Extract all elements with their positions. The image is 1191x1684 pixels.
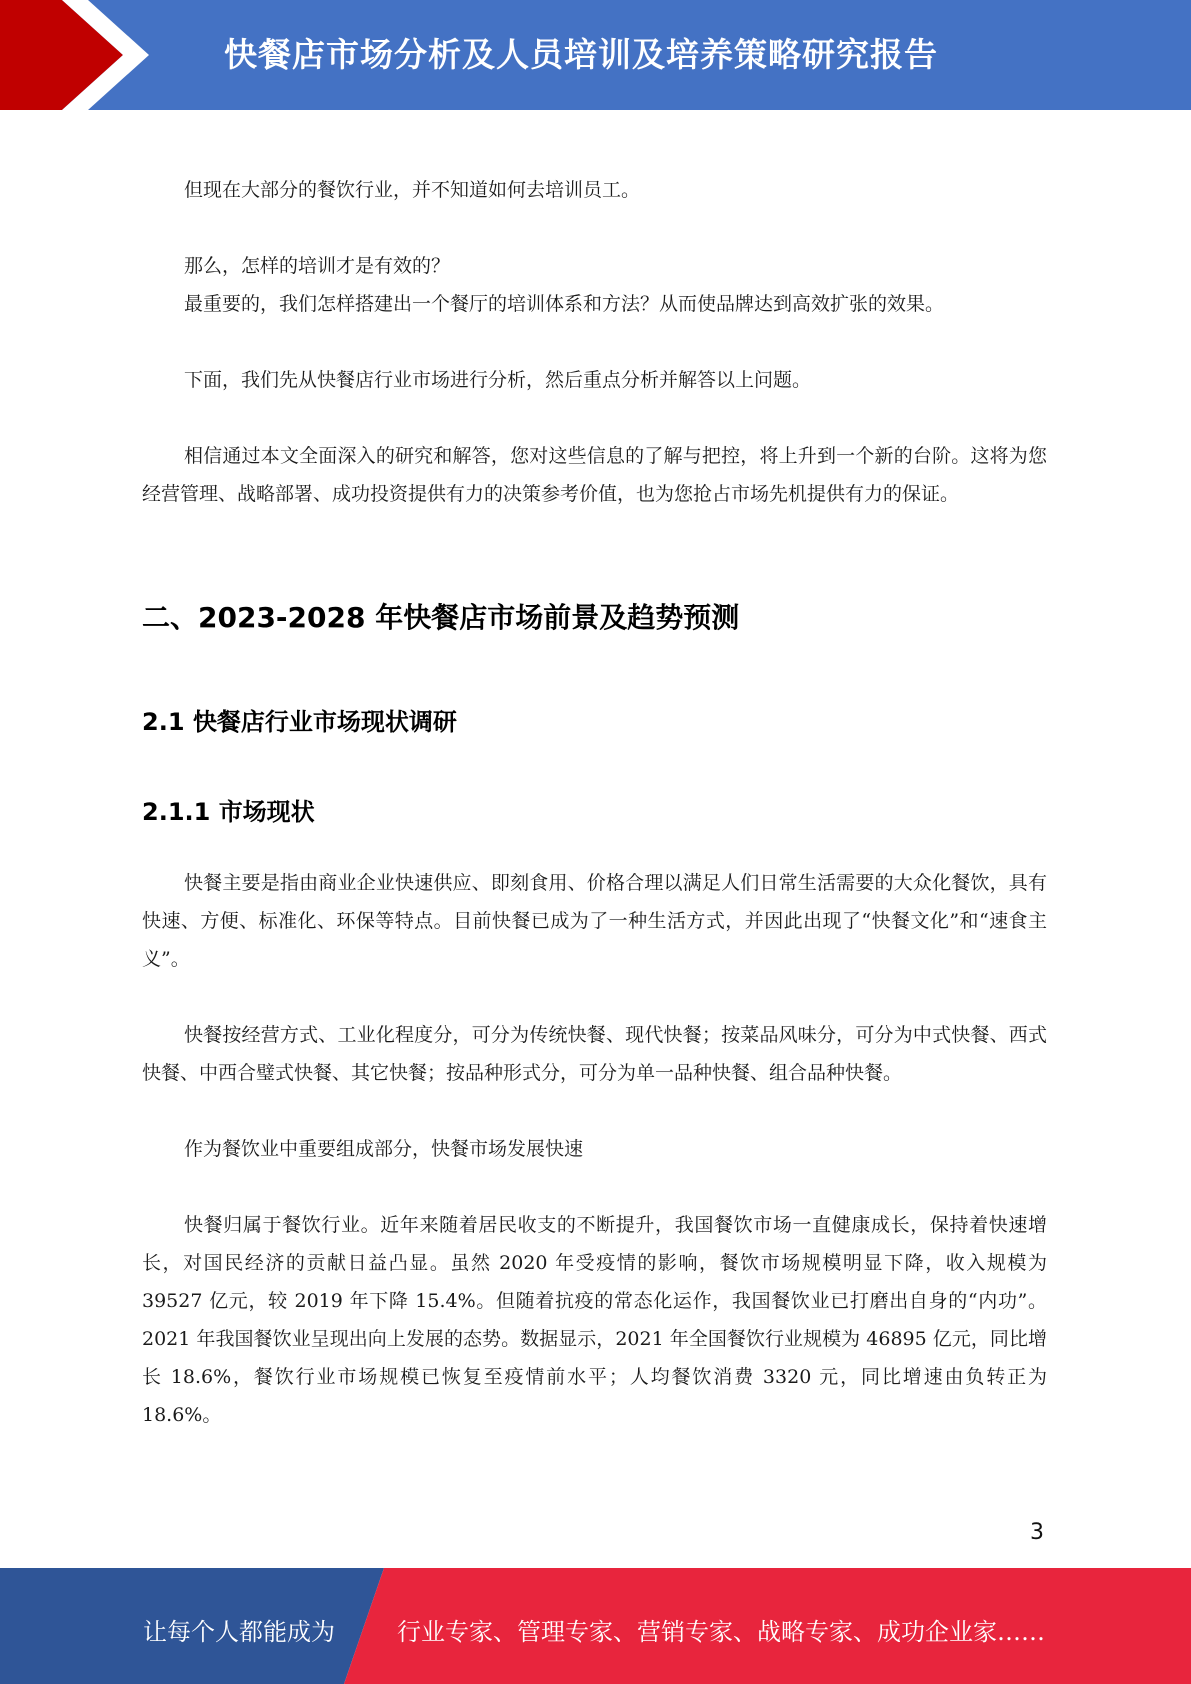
body-paragraph: 快餐按经营方式、工业化程度分，可分为传统快餐、现代快餐；按菜品风味分，可分为中式快餐、西式快餐、中西合璧式快餐、其它快餐；按品种形式分，可分为单一品种快餐、组合品种快餐。 xyxy=(142,1024,1047,1084)
intro-paragraph: 相信通过本文全面深入的研究和解答，您对这些信息的了解与把控，将上升到一个新的台阶。这将为您经营管理、战略部署、成功投资提供有力的决策参考价值，也为您抢占市场先机提供有力的保证。 xyxy=(142,445,1047,505)
report-title: 快餐店市场分析及人员培训及培养策略研究报告 xyxy=(224,35,938,74)
market-status-section xyxy=(142,864,1047,1434)
subsubsection-heading: 2.1.1 市场现状 xyxy=(142,798,315,826)
footer-slogan-left: 让每个人都能成为 xyxy=(143,1618,335,1646)
page-footer xyxy=(0,1568,1191,1684)
intro-paragraph: 那么，怎样的培训才是有效的？ xyxy=(184,255,451,277)
footer-slogan-right: 行业专家、管理专家、营销专家、战略专家、成功企业家…… xyxy=(397,1618,1045,1646)
subsection-heading: 2.1 快餐店行业市场现状调研 xyxy=(142,708,457,736)
section-heading: 二、2023-2028 年快餐店市场前景及趋势预测 xyxy=(142,601,740,634)
page-header xyxy=(0,0,1191,110)
intro-paragraph: 但现在大部分的餐饮行业，并不知道如何去培训员工。 xyxy=(184,179,641,201)
intro-paragraph: 下面，我们先从快餐店行业市场进行分析，然后重点分析并解答以上问题。 xyxy=(184,369,812,391)
intro-section xyxy=(142,171,1047,513)
body-paragraph: 快餐归属于餐饮行业。近年来随着居民收支的不断提升，我国餐饮市场一直健康成长，保持着快速增长，对国民经济的贡献日益凸显。虽然 2020 年受疫情的影响，餐饮市场规模明显下降，收入规模为 39527 亿元，较 2019 年下降 15.4%。但随着抗疫的常态化运作，我国餐饮业已打磨出自身的“内功”。2021 年我国餐饮业呈现出向上发展的态势。数据显示，2021 年全国餐饮行业规模为 46895 亿元，同比增长 18.6%，餐饮行业市场规模已恢复至疫情前水平；人均餐饮消费 3320 元，同比增速由负转正为 18.6%。 xyxy=(142,1214,1047,1426)
body-paragraph: 快餐主要是指由商业企业快速供应、即刻食用、价格合理以满足人们日常生活需要的大众化餐饮，具有快速、方便、标准化、环保等特点。目前快餐已成为了一种生活方式，并因此出现了“快餐文化”和“速食主义”。 xyxy=(142,872,1047,970)
page-number: 3 xyxy=(1030,1520,1044,1545)
intro-paragraph: 最重要的，我们怎样搭建出一个餐厅的培训体系和方法？从而使品牌达到高效扩张的效果。 xyxy=(184,293,945,315)
body-paragraph: 作为餐饮业中重要组成部分，快餐市场发展快速 xyxy=(184,1138,584,1160)
